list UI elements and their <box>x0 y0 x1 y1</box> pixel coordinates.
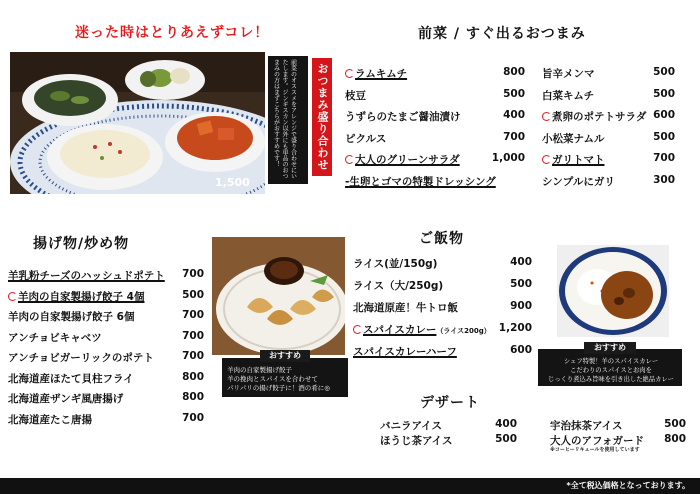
menu-item <box>542 131 604 146</box>
menu-item-price: 700 <box>182 350 204 362</box>
platter-note-card <box>268 56 308 184</box>
menu-item <box>345 152 460 167</box>
menu-item-name: 羊肉の自家製揚げ餃子 6個 <box>8 311 135 323</box>
menu-item-name: うずらのたまご醤油漬け <box>345 111 461 123</box>
menu-item-price: 400 <box>495 418 517 430</box>
curry-photo <box>557 245 669 337</box>
menu-item-price: 500 <box>664 418 686 430</box>
platter-illustration <box>10 52 265 194</box>
card-line: こだわりのスパイスとお肉を <box>570 367 652 374</box>
menu-item-price: 600 <box>653 109 675 121</box>
gyoza-card-lines <box>227 366 330 393</box>
menu-item-name: 旨辛メンマ <box>542 68 595 80</box>
menu-item-price: 800 <box>503 66 525 78</box>
menu-item-name: 北海道原産！牛トロ飯 <box>353 302 458 314</box>
card-line: 羊の挽肉とスパイスを合わせて <box>227 375 318 383</box>
menu-item-price: 1,200 <box>498 322 532 334</box>
platter-note: 前菜のオススメをアレンジで盛り合わせにいたします。ジンギスカン以外にも単品のおつまみの方はまずこちらがおすすめです！ <box>272 59 297 179</box>
menu-item-name: シンプルにガリ <box>542 175 615 188</box>
menu-item-price: 500 <box>653 87 675 100</box>
curry-card <box>538 343 682 386</box>
appetizer-platter-photo <box>10 52 265 194</box>
recommend-mark-icon <box>345 155 354 164</box>
menu-item-name: スパイスカレー <box>363 324 437 336</box>
menu-item-price: 800 <box>182 370 204 383</box>
card-line: パリパリの揚げ餃子に！酒の肴に◎ <box>227 384 330 392</box>
menu-item <box>542 152 605 167</box>
menu-item-name: アンチョビキャベツ <box>8 331 102 344</box>
menu-item <box>345 88 366 103</box>
menu-item-price: 700 <box>653 152 675 164</box>
dessert-heading: デザート <box>420 395 480 411</box>
menu-item <box>353 278 443 293</box>
footer-bar <box>0 478 700 494</box>
menu-item <box>8 330 102 345</box>
menu-item-price: 700 <box>182 268 204 280</box>
menu-item <box>380 433 452 448</box>
footer-note: *全て税込価格となっております。 <box>566 481 690 490</box>
gyoza-card-tag: おすすめ <box>260 350 310 362</box>
menu-item-price: 500 <box>653 66 675 78</box>
gyoza-illustration <box>212 237 345 355</box>
recommend-mark-icon <box>353 325 362 334</box>
menu-item-name: 煮卵のポテトサラダ <box>552 111 647 123</box>
appetizers-heading: 前菜 / すぐ出るおつまみ <box>418 26 586 42</box>
menu-item-price: 700 <box>182 309 204 321</box>
menu-item-name: ほうじ茶アイス <box>380 435 453 447</box>
menu-item <box>8 268 165 283</box>
menu-item <box>542 88 594 103</box>
menu-item-name: スパイスカレーハーフ <box>353 346 457 358</box>
platter-price: 1,500 <box>215 176 250 189</box>
menu-item <box>550 418 622 433</box>
menu-item <box>353 322 491 337</box>
menu-item-price: 500 <box>503 87 525 100</box>
menu-item-note: （ライス200g） <box>436 327 491 335</box>
menu-item-price: 300 <box>653 173 675 186</box>
menu-item-price: 900 <box>510 300 532 312</box>
menu-item <box>353 256 437 271</box>
menu-item <box>8 371 134 386</box>
menu-item-price: 500 <box>653 130 675 143</box>
menu-item-name: 小松菜ナムル <box>542 132 605 145</box>
menu-item-price: 700 <box>182 411 204 424</box>
menu-item-price: 800 <box>664 433 686 445</box>
menu-item-price: 400 <box>503 109 525 121</box>
gyoza-photo <box>212 237 345 355</box>
menu-item <box>345 66 407 81</box>
rice-heading: ご飯物 <box>419 231 464 247</box>
menu-item-name: 北海道産ほたて貝柱フライ <box>8 372 134 385</box>
menu-item-name: 羊乳粉チーズのハッシュドポテト <box>8 270 165 282</box>
menu-item-price: 500 <box>182 288 204 301</box>
recommend-mark-icon <box>542 155 551 164</box>
menu-item-price: 500 <box>495 433 517 445</box>
menu-item-price: 700 <box>182 329 204 342</box>
menu-item-name: 枝豆 <box>345 89 366 102</box>
menu-item-name: ライス（大/250g) <box>353 280 444 292</box>
menu-item <box>353 300 458 315</box>
menu-item-name: 北海道産ザンギ風唐揚げ <box>8 393 124 405</box>
gyoza-card <box>222 351 348 397</box>
curry-illustration <box>557 245 669 337</box>
menu-item-name: 白菜キムチ <box>542 89 595 102</box>
menu-item <box>353 344 457 359</box>
menu-item-name: -生卵とゴマの特製ドレッシング <box>345 175 496 188</box>
menu-item <box>542 66 595 81</box>
menu-item-price: 500 <box>510 278 532 290</box>
menu-item <box>8 412 92 427</box>
menu-item-name: 北海道産たこ唐揚 <box>8 413 92 426</box>
platter-badge: おつまみ盛り合わせ <box>312 58 332 176</box>
menu-item <box>8 289 144 304</box>
menu-item-name: 大人のアフォガード <box>550 435 644 447</box>
menu-item-price: 600 <box>510 344 532 356</box>
card-line: じっくり煮込み旨味を引き出した絶品カレー <box>548 376 674 383</box>
menu-item <box>345 174 496 189</box>
menu-item-name: アンチョビガーリックのポテト <box>8 352 154 364</box>
recommend-mark-icon <box>345 69 354 78</box>
menu-item <box>345 131 386 146</box>
card-line: シェフ特製！羊のスパイスカレー <box>563 358 659 365</box>
dessert-note: ※コーヒーリキュールを使用しています <box>550 447 640 453</box>
menu-item-name: 羊肉の自家製揚げ餃子 4個 <box>18 290 145 303</box>
recommend-mark-icon <box>8 292 17 301</box>
menu-item-price: 400 <box>510 256 532 268</box>
menu-item-name: ライス(並/150g) <box>353 258 438 270</box>
menu-item-name: 宇治抹茶アイス <box>550 420 623 432</box>
menu-item <box>542 174 615 189</box>
menu-item-name: ピクルス <box>345 132 387 145</box>
fried-heading: 揚げ物/炒め物 <box>33 236 130 252</box>
menu-item-price: 700 <box>503 130 525 143</box>
menu-item <box>345 109 461 124</box>
card-line: 羊肉の自家製揚げ餃子 <box>227 366 292 374</box>
menu-item-name: バニラアイス <box>380 420 442 432</box>
curry-card-tag: おすすめ <box>584 342 636 354</box>
menu-item <box>380 418 442 433</box>
menu-item-price: 800 <box>182 391 204 403</box>
recommend-heading: 迷った時はとりあえずコレ！ <box>75 25 270 41</box>
menu-item <box>8 350 154 365</box>
menu-item-name: ラムキムチ <box>355 68 408 80</box>
curry-card-lines <box>542 357 680 384</box>
menu-item-name: ガリトマト <box>552 154 605 166</box>
menu-item <box>542 109 646 124</box>
menu-item <box>8 309 134 324</box>
menu-item-name: 大人のグリーンサラダ <box>355 154 460 166</box>
recommend-mark-icon <box>542 112 551 121</box>
menu-item-price: 1,000 <box>491 152 525 164</box>
menu-item <box>8 391 123 406</box>
